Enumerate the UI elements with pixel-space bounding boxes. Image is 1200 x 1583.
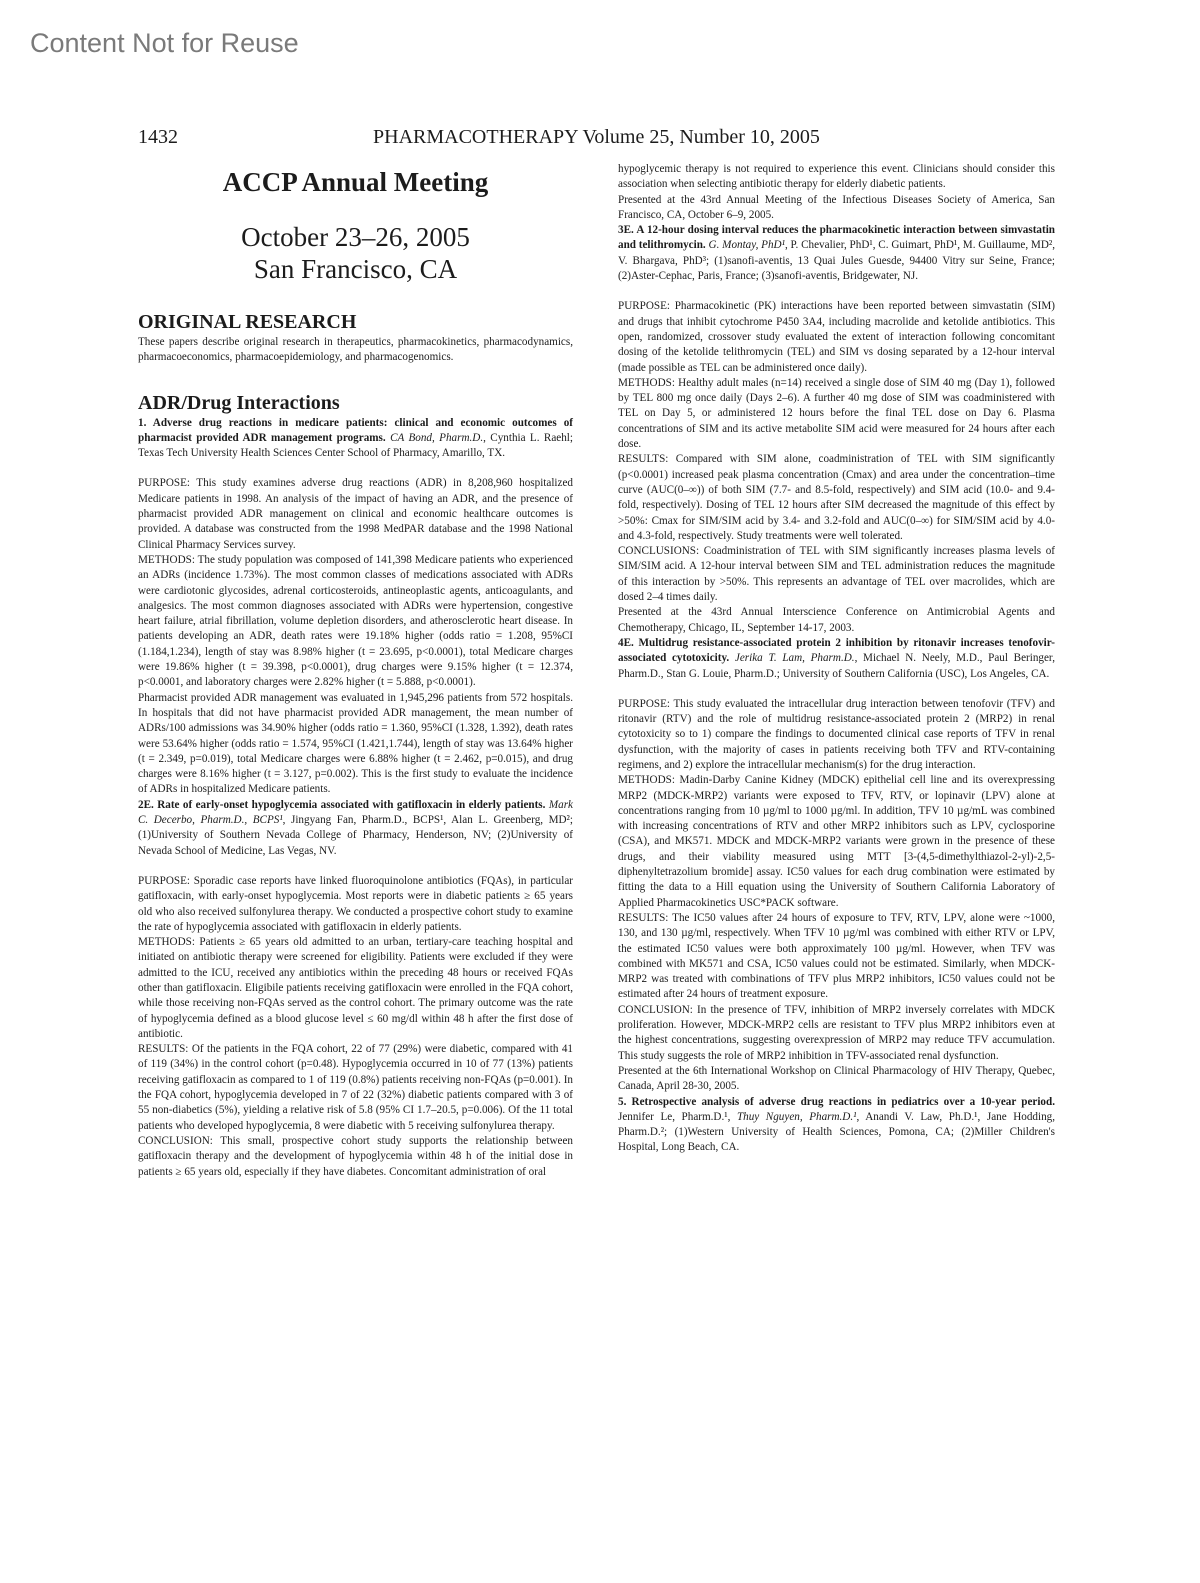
watermark: Content Not for Reuse	[30, 28, 299, 58]
presenting-author: Jerika T. Lam, Pharm.D.	[734, 652, 855, 665]
abstract-title: 4E. Multidrug resistance-associated protein 2 inhibition by ritonavir increases tenofovir-associated cytotoxicity.	[618, 636, 1055, 665]
abstract-3-methods: METHODS: Healthy adult males (n=14) received a single dose of SIM 40 mg (Day 1), followed by TEL 800 mg once daily (Days 2–6). A further 40 mg dose of SIM was coadministered with TEL on Day 5, or administered 12 hours before the final TEL dose on Day 6. Plasma concentrations of SIM and its active metabolite SIM acid were measured for 24 hours after each dose.	[618, 376, 1055, 451]
abstract-1-results: Pharmacist provided ADR management was evaluated in 1,945,296 patients from 572 hospitals. In hospitals that did not have pharmacist provided ADR management, the mean number of ADRs/100 admissions was 34.90% higher (odds ratio = 1.360, 95%CI (1.328, 1.392), death rates were 53.64% higher (odds ratio = 1.574, 95%CI (1.421,1.744), length of stay was 13.64% higher (t = 2.349, p=0.019), total Medicare charges were 6.88% higher (t = 2.462, p=0.015), and drug charges were 8.16% higher (t = 3.127, p=0.002). This is the first study to evaluate the incidence of ADRs in hospitalized Medicare patients.	[138, 691, 573, 796]
abstract-1-methods: METHODS: The study population was composed of 141,398 Medicare patients who experienced an ADRs (incidence 1.73%). The most common classes of medications associated with ADRs were cardiotonic glycosides, adrenal corticosteroids, antineoplastic agents, anticoagulants, and analgesics. The most common diagnoses associated with ADRs were hypertension, congestive heart failure, atrial fibrillation, volume depletion disorders, and atherosclerotic heart disease. In patients developing an ADR, death rates were 19.18% higher (odds ratio = 1.208, 95%CI (1.184,1.234), length of stay was 8.98% higher (t = 23.695, p<0.0001), total Medicare charges were 19.86% higher (t = 39.398, p<0.0001), drug charges were 9.15% higher (t = 12.374, p<0.0001, and laboratory charges were 2.82% higher (t = 5.888, p<0.0001).	[138, 553, 573, 689]
author-affiliations: , Cynthia L. Raehl; Texas Tech University Health Sciences Center School of Pharmacy, Amarillo, TX.	[138, 431, 573, 460]
page-number: 1432	[138, 126, 178, 148]
left-column	[138, 162, 573, 1180]
abstract-2-conclusion-continued: hypoglycemic therapy is not required to experience this event. Clinicians should consider this association when selecting antibiotic therapy for elderly diabetic patients.	[618, 163, 1055, 191]
section-heading: ORIGINAL RESEARCH	[138, 311, 357, 333]
abstract-5-heading	[618, 1095, 1055, 1156]
abstract-title: 3E. A 12-hour dosing interval reduces the pharmacokinetic interaction between simvastatin and telithromycin.	[618, 224, 1055, 252]
abstract-1-heading	[138, 416, 573, 462]
abstract-1-purpose: PURPOSE: This study examines adverse drug reactions (ADR) in 8,208,960 hospitalized Medicare patients in 1998. An analysis of the impact of having an ADR, and the presence of pharmacist provided ADR management on clinical and economic healthcare outcomes is provided. A database was constructed from the 1998 MedPAR database and the 1998 National Clinical Pharmacy Services survey.	[138, 477, 573, 551]
author-affiliations: , P. Chevalier, PhD¹, C. Guimart, PhD¹, M. Guillaume, MD², V. Bhargava, PhD³; (1)sanofi-aventis, 13 Quai Jules Guesde, 94400 Vitry sur Seine, France; (2)Aster-Cephac, Paris, France; (3)sanofi-aventis, Bridgewater, NJ.	[618, 239, 1055, 283]
abstract-4-heading	[618, 636, 1055, 682]
abstract-3-conclusions: CONCLUSIONS: Coadministration of TEL with SIM significantly increases plasma levels of SIM/SIM acid. A 12-hour interval between SIM and TEL administration reduces the magnitude of this interaction by >50%. This represents an advantage of TEL over macrolides, which are dosed 2–4 times daily.	[618, 545, 1055, 604]
abstract-4-results: RESULTS: The IC50 values after 24 hours of exposure to TFV, RTV, LPV, alone were ~1000, 130, and 130 µg/ml, respectively. When TFV 10 µg/ml was combined with either RTV or LPV, the estimated IC50 values were both approximately 100 µg/ml. However, when TFV was combined with MK571 and CSA, IC50 values could not be estimated. Similarly, when MDCK-MRP2 was treated with combinations of TFV plus MRP2 inhibitors, IC50 values could not be estimated after 24 hours of treatment exposure.	[618, 911, 1055, 1001]
meeting-dates: October 23–26, 2005	[241, 222, 470, 252]
abstract-2-results: RESULTS: Of the patients in the FQA cohort, 22 of 77 (29%) were diabetic, compared with 41 of 119 (34%) in the control cohort (p=0.48). Hypoglycemia occurred in 10 of 77 (13%) patients receiving gatifloxacin as compared to 1 of 119 (0.8%) patients receiving non-FQAs (p=0.001). In the FQA cohort, hypoglycemia developed in 7 of 22 (32%) diabetic patients compared with 3 of 55 non-diabetics (5%), yielding a relative risk of 5.8 (95% CI 1.7–20.5, p=0.006). Of the 11 total patients who developed hypoglycemia, 8 were diabetic with 5 receiving sulfonylurea therapy.	[138, 1043, 573, 1132]
section-description: These papers describe original research in therapeutics, pharmacokinetics, pharmacodynamics, pharmacoeconomics, pharmacoepidemiology, and pharmacogenomics.	[138, 336, 573, 364]
abstract-2-heading	[138, 798, 573, 859]
author-affiliations: , Michael N. Neely, M.D., Paul Beringer, Pharm.D., Stan G. Louie, Pharm.D.; University of Southern California (USC), Los Angeles, CA.	[618, 652, 1055, 680]
abstract-4-purpose: PURPOSE: This study evaluated the intracellular drug interaction between tenofovir (TFV) and ritonavir (RTV) and the role of multidrug resistance-associated protein 2 (MRP2) in renal cytotoxicity so to 1) compare the findings to documented clinical case reports of TFV in renal dysfunction, with the majority of cases in patients receiving both TFV and RTV-containing regimens, and 2) explore the intracellular mechanism(s) for the drug interaction.	[618, 697, 1055, 771]
abstract-title: 1. Adverse drug reactions in medicare patients: clinical and economic outcomes of pharmacist provided ADR management programs.	[138, 416, 573, 444]
abstract-3-heading	[618, 223, 1055, 284]
abstract-2-methods: METHODS: Patients ≥ 65 years old admitted to an urban, tertiary-care teaching hospital and initiated on antibiotic therapy were screened for eligibility. Patients were excluded if they were admitted to the ICU, received any antibiotics within the preceding 48 hours or received FQAs other than gatifloxacin. Eligibile patients receiving gatifloxacin were enrolled in the FQA cohort, while those receiving non-FQAs served as the control cohort. The primary outcome was the rate of hypoglycemia defined as a blood glucose level ≤ 60 mg/dl within 48 h after the first dose of antibiotic.	[138, 936, 573, 1040]
abstract-3-presented: Presented at the 43rd Annual Interscience Conference on Antimicrobial Agents and Chemotherapy, Chicago, IL, September 14-17, 2003.	[618, 606, 1055, 634]
author-list: Jennifer Le, Pharm.D.¹,	[618, 1110, 737, 1123]
abstract-2-purpose: PURPOSE: Sporadic case reports have linked fluoroquinolone antibiotics (FQAs), in particular gatifloxacin, with early-onset hypoglycemia. Most reports were in diabetic patients ≥ 65 years old who also received sulfonylurea therapy. We conducted a prospective cohort study to examine the rate of hypoglycemia associated with gatifloxacin in elderly patients.	[138, 874, 573, 933]
journal-header: PHARMACOTHERAPY Volume 25, Number 10, 2005	[373, 126, 820, 148]
presenting-author: G. Montay, PhD¹	[708, 239, 785, 252]
meeting-location: San Francisco, CA	[253, 254, 458, 284]
presenting-author: CA Bond, Pharm.D.	[390, 431, 484, 444]
abstract-2-conclusion: CONCLUSION: This small, prospective cohort study supports the relationship between gatifloxacin therapy and the development of hypoglycemia within 48 h of the initial dose in patients ≥ 65 years old, especially if they have diabetes. Concomitant administration of oral	[138, 1134, 573, 1178]
abstract-4-methods: METHODS: Madin-Darby Canine Kidney (MDCK) epithelial cell line and its overexpressing MRP2 (MDCK-MRP2) variants were exposed to TFV, RTV, or lopinavir (LPV) alone at concentrations ranging from 10 µg/ml to 1000 µg/ml. In addition, TFV 10 µg/mL was combined with increasing concentrations of RTV and other MRP2 inhibitors such as LPV, cyclosporine (CSA), and MK571. MDCK and MDCK-MRP2 variants were grown in the presence of these drugs, and their viability measured using MTT [3-(4,5-dimethylthiazol-2-yl)-2,5-diphenyltetrazolium bromide] assay. IC50 values for each drug combination were estimated by fitting the data to a Hill equation using the University of Southern California Laboratory of Applied Pharmacokinetics USC*PACK software.	[618, 774, 1055, 909]
presenting-author: Thuy Nguyen, Pharm.D.¹	[736, 1110, 857, 1123]
abstract-title: 5. Retrospective analysis of adverse drug reactions in pediatrics over a 10-year period.	[618, 1095, 1055, 1108]
presenting-author: Mark C. Decerbo, Pharm.D., BCPS¹	[138, 798, 573, 827]
category-heading: ADR/Drug Interactions	[138, 391, 340, 414]
right-column	[618, 162, 1055, 1156]
abstract-2-presented: Presented at the 43rd Annual Meeting of the Infectious Diseases Society of America, San Francisco, CA, October 6–9, 2005.	[618, 193, 1055, 221]
abstract-4-presented: Presented at the 6th International Workshop on Clinical Pharmacology of HIV Therapy, Quebec, Canada, April 28-30, 2005.	[618, 1064, 1055, 1093]
abstract-title: 2E. Rate of early-onset hypoglycemia associated with gatifloxacin in elderly patients.	[138, 798, 546, 811]
abstract-3-results: RESULTS: Compared with SIM alone, coadministration of TEL with SIM significantly (p<0.0001) increased peak plasma concentration (Cmax) and area under the concentration–time curve (AUC(0–∞)) of both SIM (7.7- and 8.5-fold, respectively) and SIM acid (10.0- and 9.4-fold, respectively). Dosing of TEL 12 hours after SIM decreased the magnitude of this effect by >50%: Cmax for SIM/SIM acid by 3.4- and 3.2-fold and AUC(0–∞) for SIM/SIM acid by 4.0- and 4.3-fold, respectively. Study treatments were well tolerated.	[618, 453, 1055, 542]
abstract-3-purpose: PURPOSE: Pharmacokinetic (PK) interactions have been reported between simvastatin (SIM) and drugs that inhibit cytochrome P450 3A4, including macrolide and ketolide antibiotics. This open, randomized, crossover study evaluated the extent of interaction following concomitant dosing of the ketolide telithromycin (TEL) and SIM vs dosing separated by a 12-hour interval (made possible as TEL can be administered once daily).	[618, 300, 1055, 374]
running-head	[138, 126, 1058, 156]
author-affiliations: , Jingyang Fan, Pharm.D., BCPS¹, Alan L. Greenberg, MD²; (1)University of Southern Nevada College of Pharmacy, Henderson, NV; (2)University of Nevada School of Medicine, Las Vegas, NV.	[138, 814, 573, 857]
abstract-4-conclusion: CONCLUSION: In the presence of TFV, inhibition of MRP2 inversely correlates with MDCK proliferation. However, MDCK-MRP2 cells are resistant to TFV plus MRP2 inhibitors even at the highest concentrations, suggesting overexpression of MRP2 may reduce TFV accumulation. This study suggests the role of MRP2 inhibition in TFV-associated renal dysfunction.	[618, 1003, 1055, 1062]
meeting-title: ACCP Annual Meeting	[222, 167, 489, 197]
author-affiliations: , Anandi V. Law, Ph.D.¹, Jane Hodding, Pharm.D.²; (1)Western University of Health Sciences, Pomona, CA; (2)Miller Children's Hospital, Long Beach, CA.	[618, 1110, 1055, 1154]
